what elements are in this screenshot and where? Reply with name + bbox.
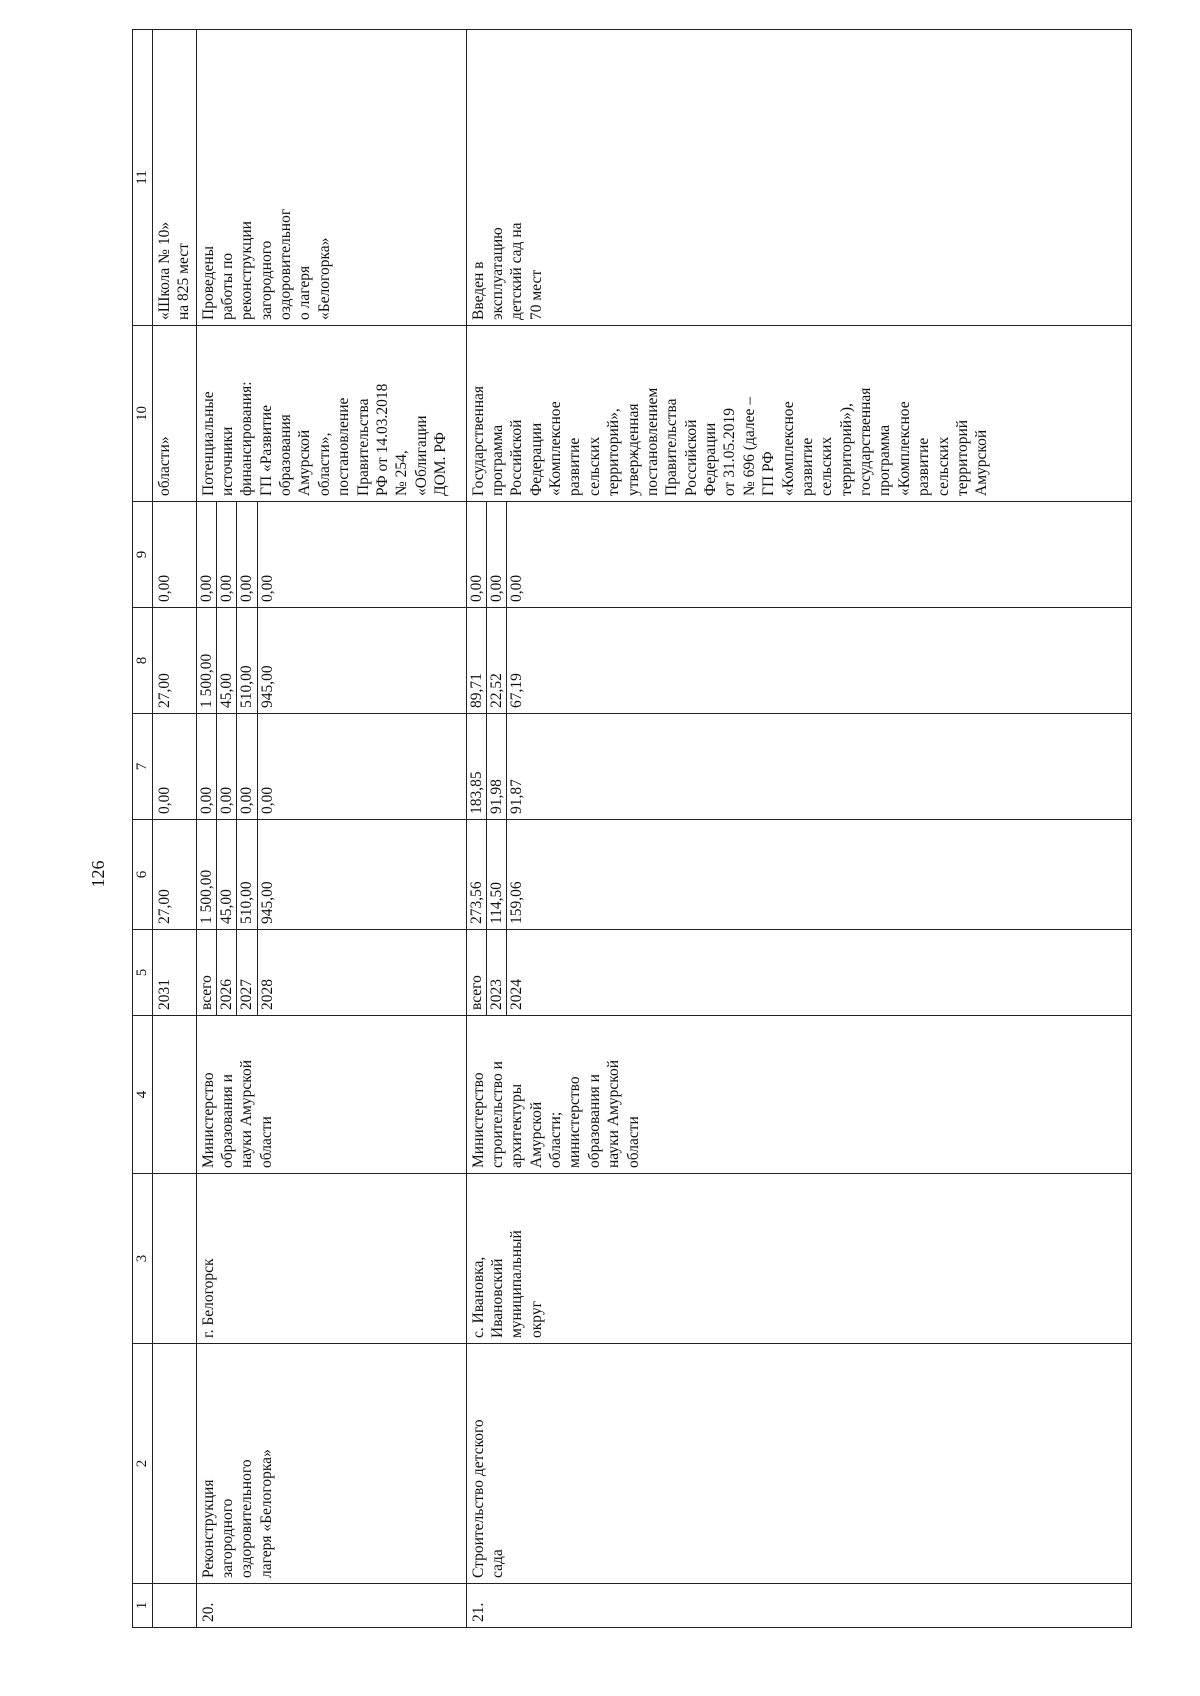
table-row	[196, 30, 466, 1628]
table-cell	[152, 1174, 196, 1344]
amount-value: 0,00	[237, 714, 257, 819]
funding-source: Потенциальные источники финансирования: ГП «Развитие образования Амурской области», постановление Правительства РФ от 14.03.2018 № 254, «Облигации ДОМ. РФ	[196, 326, 466, 502]
amount-cell	[466, 608, 1132, 714]
amount-value: 0,00	[197, 714, 217, 819]
year-value: всего	[467, 930, 487, 1015]
table-cell: «Школа № 10» на 825 мест	[152, 30, 196, 326]
table-cell: 27,00	[152, 608, 196, 714]
years-cell	[466, 930, 1132, 1016]
years-cell	[196, 930, 466, 1016]
amount-value: 510,00	[237, 820, 257, 929]
table-cell	[152, 1016, 196, 1174]
amount-cell	[196, 502, 466, 608]
amount-value: 945,00	[258, 881, 276, 924]
amount-value: 91,87	[508, 779, 526, 814]
object-name: Строительство детского сада	[466, 1344, 1132, 1584]
amount-cell	[196, 820, 466, 930]
year-value: 2023	[487, 930, 507, 1015]
col-header: 5	[133, 930, 153, 1016]
location: г. Белогорск	[196, 1174, 466, 1344]
amount-value: 0,00	[237, 502, 257, 607]
amount-cell	[466, 714, 1132, 820]
table-cell: 0,00	[152, 502, 196, 608]
data-table	[132, 29, 1132, 1628]
amount-cell	[196, 608, 466, 714]
table-cell: 2031	[152, 930, 196, 1016]
table-cell: 0,00	[152, 714, 196, 820]
funding-source: Государственная программа Российской Федерации «Комплексное развитие сельских территорий», утвержденная постановлением Правительства Российской Федерации от 31.05.2019 № 696 (далее – ГП РФ «Комплексное развитие сельских территорий»), государственная программа «Комплексное развитие сельских территорий Амурской	[466, 326, 1132, 502]
amount-value: 0,00	[487, 502, 507, 607]
continuation-row	[152, 30, 196, 1628]
amount-value: 67,19	[508, 673, 526, 708]
amount-value: 945,00	[258, 665, 276, 708]
col-header: 9	[133, 502, 153, 608]
expected-result: Проведены работы по реконструкции загородного оздоровительног о лагеря «Белогорка»	[196, 30, 466, 326]
year-value: 2028	[258, 979, 276, 1010]
amount-value: 0,00	[217, 502, 237, 607]
row-number: 21.	[466, 1584, 1132, 1628]
amount-value: 1 500,00	[197, 608, 217, 713]
amount-value: 0,00	[467, 502, 487, 607]
table-row	[466, 30, 1132, 1628]
amount-value: 45,00	[217, 820, 237, 929]
expected-result: Введен в эксплуатацию детский сад на 70 мест	[466, 30, 1132, 326]
amount-value: 183,85	[467, 714, 487, 819]
amount-value: 510,00	[237, 608, 257, 713]
amount-value: 1 500,00	[197, 820, 217, 929]
executor: Министерство строительство и архитектуры Амурской области; министерство образования и науки Амурской области	[466, 1016, 1132, 1174]
amount-value: 45,00	[217, 608, 237, 713]
table-cell: 27,00	[152, 820, 196, 930]
col-header: 6	[133, 820, 153, 930]
table-cell	[152, 1344, 196, 1584]
amount-value: 0,00	[258, 574, 276, 602]
executor: Министерство образования и науки Амурской области	[196, 1016, 466, 1174]
year-value: 2027	[237, 930, 257, 1015]
year-value: 2026	[217, 930, 237, 1015]
amount-cell	[466, 820, 1132, 930]
header-row	[133, 30, 153, 1628]
col-header: 7	[133, 714, 153, 820]
amount-value: 89,71	[467, 608, 487, 713]
col-header: 11	[133, 30, 153, 326]
col-header: 8	[133, 608, 153, 714]
location: с. Ивановка, Ивановский муниципальный округ	[466, 1174, 1132, 1344]
row-number: 20.	[196, 1584, 466, 1628]
col-header: 2	[133, 1344, 153, 1584]
amount-value: 91,98	[487, 714, 507, 819]
amount-value: 0,00	[258, 786, 276, 814]
page-number: 126	[88, 860, 108, 888]
col-header: 4	[133, 1016, 153, 1174]
amount-value: 0,00	[508, 574, 526, 602]
amount-value: 159,06	[508, 881, 526, 924]
col-header: 10	[133, 326, 153, 502]
amount-value: 114,50	[487, 820, 507, 929]
year-value: 2024	[508, 979, 526, 1010]
amount-cell	[196, 714, 466, 820]
amount-value: 273,56	[467, 820, 487, 929]
table-cell: области»	[152, 326, 196, 502]
amount-value: 0,00	[197, 502, 217, 607]
rotated-page	[132, 30, 1132, 1628]
object-name: Реконструкция загородного оздоровительного лагеря «Белогорка»	[196, 1344, 466, 1584]
amount-value: 22,52	[487, 608, 507, 713]
year-value: всего	[197, 930, 217, 1015]
amount-value: 0,00	[217, 714, 237, 819]
amount-cell	[466, 502, 1132, 608]
col-header: 3	[133, 1174, 153, 1344]
col-header: 1	[133, 1584, 153, 1628]
table-cell	[152, 1584, 196, 1628]
